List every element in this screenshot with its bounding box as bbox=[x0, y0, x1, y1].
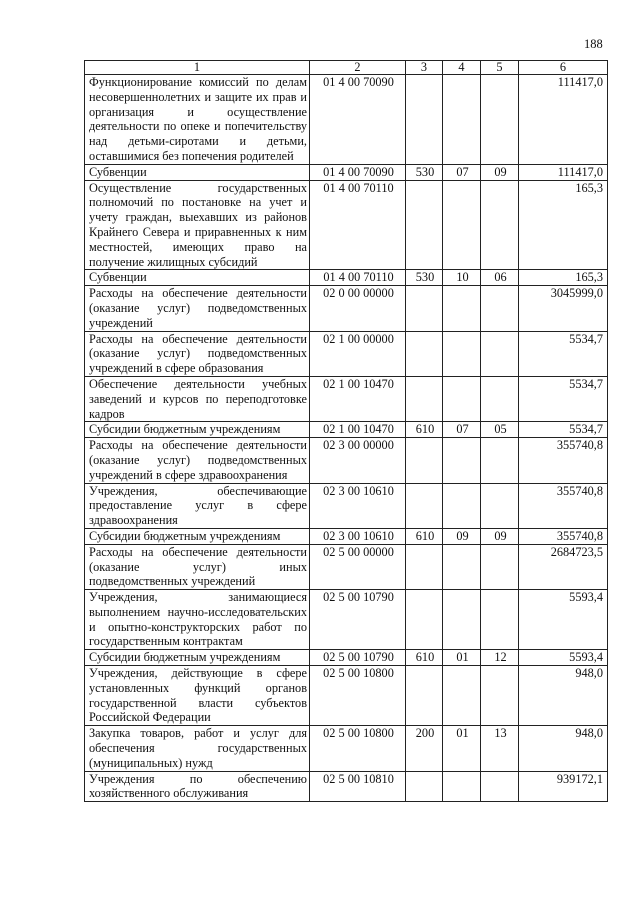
table-row bbox=[85, 180, 608, 270]
section-code-cell bbox=[443, 376, 481, 421]
target-code-cell: 02 5 00 10810 bbox=[310, 771, 406, 802]
subsection-code-cell bbox=[481, 438, 519, 483]
item-name-cell: Расходы на обеспечение деятельности (оказание услуг) подведомственных учреждений в сфере образования bbox=[85, 331, 310, 376]
table-row bbox=[85, 483, 608, 528]
target-code-cell: 02 3 00 10610 bbox=[310, 483, 406, 528]
expense-type-cell bbox=[406, 771, 443, 802]
target-code-cell: 02 5 00 10790 bbox=[310, 590, 406, 650]
table-row bbox=[85, 726, 608, 771]
item-name-cell: Субвенции bbox=[85, 270, 310, 286]
table-row bbox=[85, 438, 608, 483]
subsection-code-cell: 05 bbox=[481, 422, 519, 438]
expense-type-cell: 610 bbox=[406, 650, 443, 666]
amount-cell: 111417,0 bbox=[519, 75, 608, 165]
target-code-cell: 01 4 00 70110 bbox=[310, 180, 406, 270]
section-code-cell: 07 bbox=[443, 422, 481, 438]
item-name-cell: Учреждения по обеспечению хозяйственного обслуживания bbox=[85, 771, 310, 802]
column-header-2: 2 bbox=[310, 61, 406, 75]
column-header-4: 4 bbox=[443, 61, 481, 75]
expense-type-cell bbox=[406, 438, 443, 483]
section-code-cell bbox=[443, 286, 481, 331]
subsection-code-cell bbox=[481, 376, 519, 421]
subsection-code-cell bbox=[481, 286, 519, 331]
expense-type-cell: 530 bbox=[406, 164, 443, 180]
section-code-cell: 01 bbox=[443, 726, 481, 771]
section-code-cell: 07 bbox=[443, 164, 481, 180]
amount-cell: 355740,8 bbox=[519, 483, 608, 528]
table-row bbox=[85, 422, 608, 438]
section-code-cell bbox=[443, 544, 481, 589]
item-name-cell: Осуществление государственных полномочий по постановке на учет и учету граждан, выехавших из районов Крайнего Севера и приравненных к ним местностей, имеющих право на получение жилищных субсидий bbox=[85, 180, 310, 270]
target-code-cell: 01 4 00 70090 bbox=[310, 75, 406, 165]
target-code-cell: 01 4 00 70090 bbox=[310, 164, 406, 180]
amount-cell: 165,3 bbox=[519, 270, 608, 286]
table-row bbox=[85, 544, 608, 589]
table-row bbox=[85, 75, 608, 165]
expense-type-cell bbox=[406, 483, 443, 528]
item-name-cell: Расходы на обеспечение деятельности (оказание услуг) подведомственных учреждений bbox=[85, 286, 310, 331]
item-name-cell: Расходы на обеспечение деятельности (оказание услуг) иных подведомственных учреждений bbox=[85, 544, 310, 589]
target-code-cell: 02 1 00 10470 bbox=[310, 376, 406, 421]
item-name-cell: Субсидии бюджетным учреждениям bbox=[85, 422, 310, 438]
item-name-cell: Учреждения, действующие в сфере установленных функций органов государственной власти субъектов Российской Федерации bbox=[85, 666, 310, 726]
table-row bbox=[85, 666, 608, 726]
section-code-cell bbox=[443, 590, 481, 650]
subsection-code-cell bbox=[481, 483, 519, 528]
subsection-code-cell bbox=[481, 75, 519, 165]
amount-cell: 948,0 bbox=[519, 666, 608, 726]
target-code-cell: 02 5 00 10800 bbox=[310, 666, 406, 726]
subsection-code-cell bbox=[481, 666, 519, 726]
target-code-cell: 02 5 00 00000 bbox=[310, 544, 406, 589]
column-header-5: 5 bbox=[481, 61, 519, 75]
section-code-cell bbox=[443, 438, 481, 483]
section-code-cell: 09 bbox=[443, 528, 481, 544]
table-header-row bbox=[85, 61, 608, 75]
item-name-cell: Субсидии бюджетным учреждениям bbox=[85, 528, 310, 544]
expense-type-cell bbox=[406, 666, 443, 726]
amount-cell: 2684723,5 bbox=[519, 544, 608, 589]
amount-cell: 5593,4 bbox=[519, 650, 608, 666]
section-code-cell bbox=[443, 666, 481, 726]
target-code-cell: 02 1 00 10470 bbox=[310, 422, 406, 438]
section-code-cell: 10 bbox=[443, 270, 481, 286]
amount-cell: 3045999,0 bbox=[519, 286, 608, 331]
expense-type-cell: 200 bbox=[406, 726, 443, 771]
amount-cell: 111417,0 bbox=[519, 164, 608, 180]
table-row bbox=[85, 286, 608, 331]
table-row bbox=[85, 771, 608, 802]
table-row bbox=[85, 376, 608, 421]
item-name-cell: Закупка товаров, работ и услуг для обеспечения государственных (муниципальных) нужд bbox=[85, 726, 310, 771]
expense-type-cell: 610 bbox=[406, 422, 443, 438]
table-row bbox=[85, 270, 608, 286]
expense-type-cell bbox=[406, 331, 443, 376]
table-row bbox=[85, 528, 608, 544]
amount-cell: 355740,8 bbox=[519, 438, 608, 483]
target-code-cell: 02 5 00 10800 bbox=[310, 726, 406, 771]
amount-cell: 5534,7 bbox=[519, 331, 608, 376]
subsection-code-cell: 09 bbox=[481, 528, 519, 544]
expense-type-cell: 610 bbox=[406, 528, 443, 544]
amount-cell: 5534,7 bbox=[519, 422, 608, 438]
subsection-code-cell bbox=[481, 544, 519, 589]
section-code-cell bbox=[443, 180, 481, 270]
section-code-cell: 01 bbox=[443, 650, 481, 666]
expense-type-cell bbox=[406, 544, 443, 589]
section-code-cell bbox=[443, 771, 481, 802]
table-row bbox=[85, 164, 608, 180]
table-row bbox=[85, 331, 608, 376]
table-row bbox=[85, 590, 608, 650]
amount-cell: 355740,8 bbox=[519, 528, 608, 544]
section-code-cell bbox=[443, 75, 481, 165]
column-header-6: 6 bbox=[519, 61, 608, 75]
expense-type-cell bbox=[406, 376, 443, 421]
amount-cell: 939172,1 bbox=[519, 771, 608, 802]
item-name-cell: Расходы на обеспечение деятельности (оказание услуг) подведомственных учреждений в сфере здравоохранения bbox=[85, 438, 310, 483]
amount-cell: 5534,7 bbox=[519, 376, 608, 421]
column-header-3: 3 bbox=[406, 61, 443, 75]
expense-type-cell bbox=[406, 75, 443, 165]
target-code-cell: 02 1 00 00000 bbox=[310, 331, 406, 376]
subsection-code-cell: 13 bbox=[481, 726, 519, 771]
item-name-cell: Субвенции bbox=[85, 164, 310, 180]
subsection-code-cell: 06 bbox=[481, 270, 519, 286]
item-name-cell: Функционирование комиссий по делам несовершеннолетних и защите их прав и организация и осуществление деятельности по опеке и попечительству над детьми-сиротами и детьми, оставшимися без попечения родителей bbox=[85, 75, 310, 165]
section-code-cell bbox=[443, 331, 481, 376]
expense-type-cell: 530 bbox=[406, 270, 443, 286]
item-name-cell: Субсидии бюджетным учреждениям bbox=[85, 650, 310, 666]
target-code-cell: 01 4 00 70110 bbox=[310, 270, 406, 286]
expense-type-cell bbox=[406, 286, 443, 331]
table-row bbox=[85, 650, 608, 666]
item-name-cell: Учреждения, обеспечивающие предоставление услуг в сфере здравоохранения bbox=[85, 483, 310, 528]
subsection-code-cell: 12 bbox=[481, 650, 519, 666]
target-code-cell: 02 3 00 00000 bbox=[310, 438, 406, 483]
subsection-code-cell bbox=[481, 331, 519, 376]
subsection-code-cell: 09 bbox=[481, 164, 519, 180]
item-name-cell: Обеспечение деятельности учебных заведений и курсов по переподготовке кадров bbox=[85, 376, 310, 421]
target-code-cell: 02 5 00 10790 bbox=[310, 650, 406, 666]
subsection-code-cell bbox=[481, 180, 519, 270]
section-code-cell bbox=[443, 483, 481, 528]
subsection-code-cell bbox=[481, 771, 519, 802]
amount-cell: 948,0 bbox=[519, 726, 608, 771]
amount-cell: 5593,4 bbox=[519, 590, 608, 650]
item-name-cell: Учреждения, занимающиеся выполнением научно-исследовательских и опытно-конструкторских работ по государственным контрактам bbox=[85, 590, 310, 650]
expense-type-cell bbox=[406, 180, 443, 270]
amount-cell: 165,3 bbox=[519, 180, 608, 270]
page-number: 188 bbox=[584, 37, 603, 51]
target-code-cell: 02 3 00 10610 bbox=[310, 528, 406, 544]
budget-table bbox=[84, 60, 608, 802]
target-code-cell: 02 0 00 00000 bbox=[310, 286, 406, 331]
subsection-code-cell bbox=[481, 590, 519, 650]
expense-type-cell bbox=[406, 590, 443, 650]
column-header-1: 1 bbox=[85, 61, 310, 75]
